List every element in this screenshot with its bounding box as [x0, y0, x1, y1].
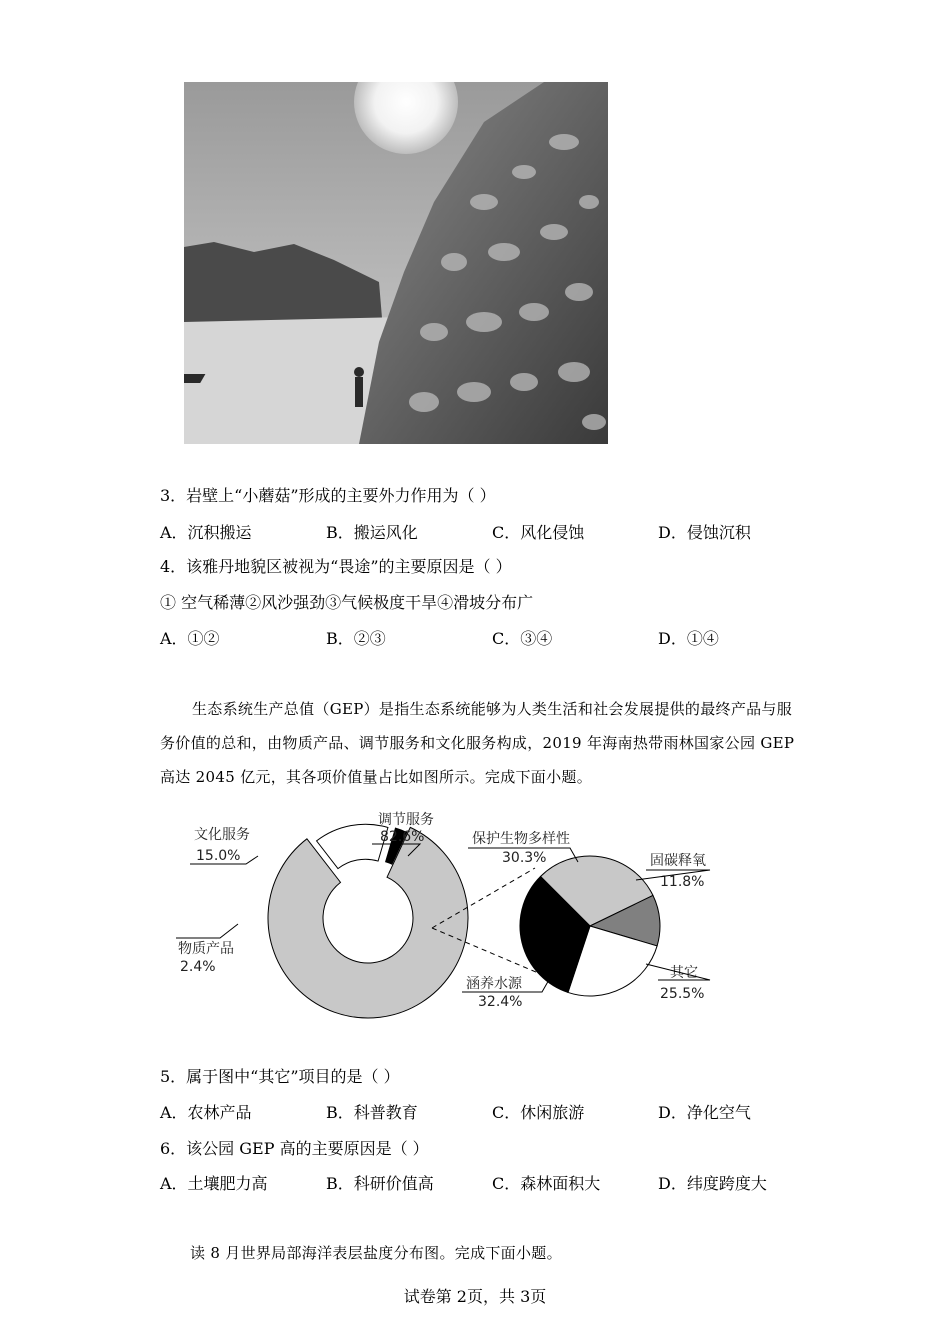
donut-slice-文化服务	[317, 824, 388, 868]
question-3-option-b[interactable]: B．搬运风化	[326, 523, 418, 542]
label-cultural-service: 文化服务	[194, 827, 250, 843]
label-regulation-service: 调节服务	[378, 812, 434, 828]
question-6-option-c[interactable]: C．森林面积大	[492, 1174, 601, 1193]
question-5-option-d[interactable]: D．净化空气	[658, 1103, 751, 1122]
question-5-stem: 5．属于图中“其它”项目的是（ ）	[160, 1067, 400, 1086]
salinity-passage: 读 8 月世界局部海洋表层盐度分布图。完成下面小题。	[190, 1244, 562, 1262]
donut-chart	[268, 824, 468, 1018]
question-6-option-d[interactable]: D．纬度跨度大	[658, 1174, 767, 1193]
question-3-stem: 3．岩壁上“小蘑菇”形成的主要外力作用为（ ）	[160, 486, 496, 505]
question-5-option-c[interactable]: C．休闲旅游	[492, 1103, 585, 1122]
regulation-pie-chart	[520, 856, 660, 996]
gep-passage: 生态系统生产总值（GEP）是指生态系统能够为人类生活和社会发展提供的最终产品与服务价值的总和，由物质产品、调节服务和文化服务构成，2019 年海南热带雨林国家公园 GEP 高达 2045 亿元，其各项价值量占比如图所示。完成下面小题。	[160, 700, 795, 786]
question-6-option-a[interactable]: A．土壤肥力高	[160, 1174, 268, 1193]
leader-material-product	[176, 924, 238, 938]
question-3-option-c[interactable]: C．风化侵蚀	[492, 523, 585, 542]
question-4-option-a[interactable]: A．①②	[160, 629, 220, 648]
yardang-photo	[184, 82, 608, 444]
label-carbon-oxygen: 固碳释氧	[650, 853, 706, 869]
value-regulation-service: 82.6%	[380, 829, 425, 845]
label-others: 其它	[670, 965, 698, 981]
question-6-stem: 6．该公园 GEP 高的主要原因是（ ）	[160, 1139, 429, 1158]
question-3-option-a[interactable]: A．沉积搬运	[160, 523, 252, 542]
value-others: 25.5%	[660, 986, 705, 1002]
question-4-stem: 4．该雅丹地貌区被视为“畏途”的主要原因是（ ）	[160, 557, 512, 576]
question-4-option-c[interactable]: C．③④	[492, 629, 553, 648]
value-water-conservation: 32.4%	[478, 994, 523, 1010]
label-material-product: 物质产品	[178, 941, 234, 957]
question-6-option-b[interactable]: B．科研价值高	[326, 1174, 434, 1193]
value-carbon-oxygen: 11.8%	[660, 874, 705, 890]
question-4-option-d[interactable]: D．①④	[658, 629, 719, 648]
value-cultural-service: 15.0%	[196, 848, 241, 864]
question-3-option-d[interactable]: D．侵蚀沉积	[658, 523, 751, 542]
value-material-product: 2.4%	[180, 959, 216, 975]
gep-pie-charts	[150, 808, 830, 1024]
page-footer: 试卷第 2页，共 3页	[403, 1287, 547, 1306]
question-4-option-b[interactable]: B．②③	[326, 629, 386, 648]
label-water-conservation: 涵养水源	[466, 976, 522, 992]
question-5-option-b[interactable]: B．科普教育	[326, 1103, 418, 1122]
question-4-items: ① 空气稀薄②风沙强劲③气候极度干旱④滑坡分布广	[160, 593, 534, 612]
yardang-landform-photo-icon	[184, 82, 608, 444]
value-biodiversity: 30.3%	[502, 850, 547, 866]
label-biodiversity: 保护生物多样性	[472, 831, 570, 847]
question-5-option-a[interactable]: A．农林产品	[160, 1103, 252, 1122]
